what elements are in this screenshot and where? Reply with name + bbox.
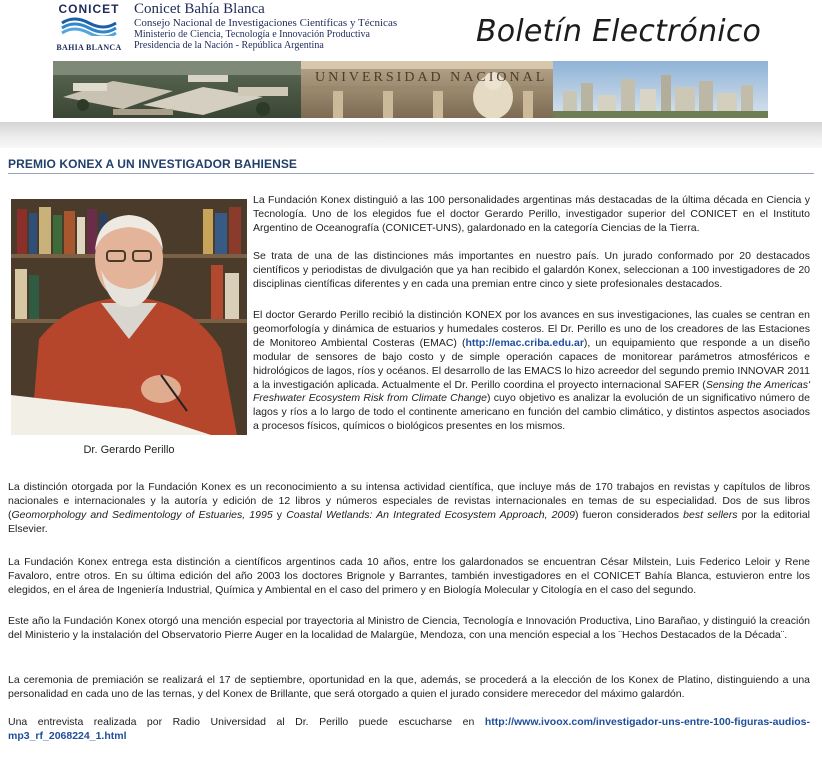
institution-block xyxy=(134,2,397,51)
researcher-photo xyxy=(11,199,247,435)
conicet-logo xyxy=(52,2,126,58)
institution-line: Presidencia de la Nación - República Argentina xyxy=(134,40,324,51)
article-paragraph xyxy=(8,481,810,537)
paragraph-italic: Sensing the Americas' Freshwater Ecosystem Risk from Climate Change xyxy=(253,378,810,405)
paragraph-text: Una entrevista realizada por Radio Universidad al Dr. Perillo puede escucharse en xyxy=(8,716,485,728)
paragraph-text: ), un equipamiento que responde a un diseño modular de sensores de bajo costo y de simple operación capaces de monitorear parámetros atmosféricos e hidrológicos de lagos, ríos y océanos. El desarrollo de las EMACS lo hizo acreedor del segundo premio INNOVAR 2011 a la investigación aplicada. Actualmente el Dr. Perillo coordina el proyecto internacional SAFER ( xyxy=(253,336,810,391)
institution-line: Ministerio de Ciencia, Tecnología e Innovación Productiva xyxy=(134,29,370,40)
emac-link[interactable]: http://emac.criba.edu.ar xyxy=(465,336,584,349)
campus-banner-image xyxy=(53,61,768,118)
article-headline: PREMIO KONEX A UN INVESTIGADOR BAHIENSE xyxy=(8,157,298,171)
article-paragraph: Se trata de una de las distinciones más importantes en nuestro país. Un jurado conformado por 20 destacados científicos y periodistas de divulgación que ya han recibido el galardón Konex, seleccionan a 100 investigadores de 20 disciplinas científicas diferentes y en cada una premian entre cinco y siete profesionales destacados. xyxy=(253,250,810,290)
logo-wordmark: CONICET xyxy=(58,2,120,16)
article-paragraph: La Fundación Konex distinguió a las 100 personalidades argentinas más destacadas de la última década en Ciencia y Tecnología. Uno de los elegidos fue el doctor Gerardo Perillo, investigador superior del CONICET en el Instituto Argentino de Oceanografía (CONICET-UNS), galardonado en la categoría Ciencias de la Tierra. xyxy=(253,194,810,234)
institution-name: Conicet Bahía Blanca xyxy=(134,1,265,17)
newsletter-header xyxy=(0,0,822,123)
paragraph-italic: Geomorphology and Sedimentology of Estuaries, 1995 xyxy=(11,508,273,521)
article-paragraph xyxy=(253,309,810,434)
article-paragraph: La Fundación Konex entrega esta distinción a científicos argentinos cada 10 años, entre los galardonados se encuentran César Milstein, Luis Federico Leloir y Rene Favaloro, entre otros. En su última edición del año 2003 los doctores Brignole y Barrantes, también investigadores en el CONICET Bahía Blanca, estuvieron entre los elegidos, en el área de Ingeniería Industrial, Química y Ambiental en el caso del primero y en Biología Molecular y Citología en el caso del segundo. xyxy=(8,556,810,596)
logo-subtitle: BAHIA BLANCA xyxy=(56,43,122,52)
institution-line: Consejo Nacional de Investigaciones Científicas y Técnicas xyxy=(134,17,398,29)
ivoox-link[interactable]: http://www.ivoox.com/investigador-uns-entre-100-figuras-audios-mp3_rf_2068224_1.html xyxy=(8,716,810,742)
photo-caption: Dr. Gerardo Perillo xyxy=(83,444,175,456)
headline-divider xyxy=(8,173,814,174)
paragraph-text: y xyxy=(272,508,287,521)
paragraph-text: El doctor Gerardo Perillo recibió la distinción KONEX por los avances en sus investigaciones, las cuales se centran en geomorfología y dinámica de estuarios y humedales costeros. El Dr. Perillo es uno de los creadores de las Estaciones de Monitoreo Ambiental Costeras (EMAC) ( xyxy=(253,309,810,349)
paragraph-text: ) cuyo objetivo es analizar la evolución de un significativo número de lagos y ríos a lo largo de todo el continente americano en función del cambio climático, y distintos aspectos asociados a procesos físicos, químicos o biológicos presentes en los mismos. xyxy=(253,392,810,433)
article-paragraph xyxy=(8,716,810,744)
article-content xyxy=(0,148,822,768)
waves-icon xyxy=(52,16,126,36)
portrait-image xyxy=(11,199,247,435)
article-paragraph: La ceremonia de premiación se realizará el 17 de septiembre, oportunidad en la que, además, se procederá a la elección de los Konex de Platino, distinguiendo a una personalidad en cada uno de las ternas, y del Konex de Brillante, que será otorgado a quien el jurado considere merecedor del máximo galardón. xyxy=(8,674,810,700)
banner-inscription: UNIVERSIDAD NACIONAL xyxy=(315,70,548,85)
bulletin-title: Boletín Electrónico xyxy=(476,14,762,49)
header-shadow xyxy=(0,122,822,148)
paragraph-italic: Coastal Wetlands: An Integrated Ecosystem Approach, 2009 xyxy=(286,508,576,521)
paragraph-text: La distinción otorgada por la Fundación Konex es un reconocimiento a su intensa actividad científica, que incluye más de 170 trabajos en revistas y capítulos de libros nacionales e internacionales y la autoría y edición de 12 libros y números especiales de revistas internacionales en temas de su especialidad. Dos de sus libros ( xyxy=(8,481,810,521)
paragraph-text: por la editorial Elsevier. xyxy=(8,508,811,535)
article-paragraph: Este año la Fundación Konex otorgó una mención especial por trayectoria al Ministro de Ciencia, Tecnología e Innovación Productiva, Lino Barañao, y distinguió la creación del Ministerio y la instalación del Observatorio Pierre Auger en la localidad de Malargüe, Mendoza, con una mención especial a los ¨Hechos Destacados de la Década¨. xyxy=(8,615,810,641)
paragraph-text: ) fueron considerados xyxy=(575,508,684,521)
header-banner xyxy=(53,61,768,118)
paragraph-italic: best sellers xyxy=(683,508,738,521)
